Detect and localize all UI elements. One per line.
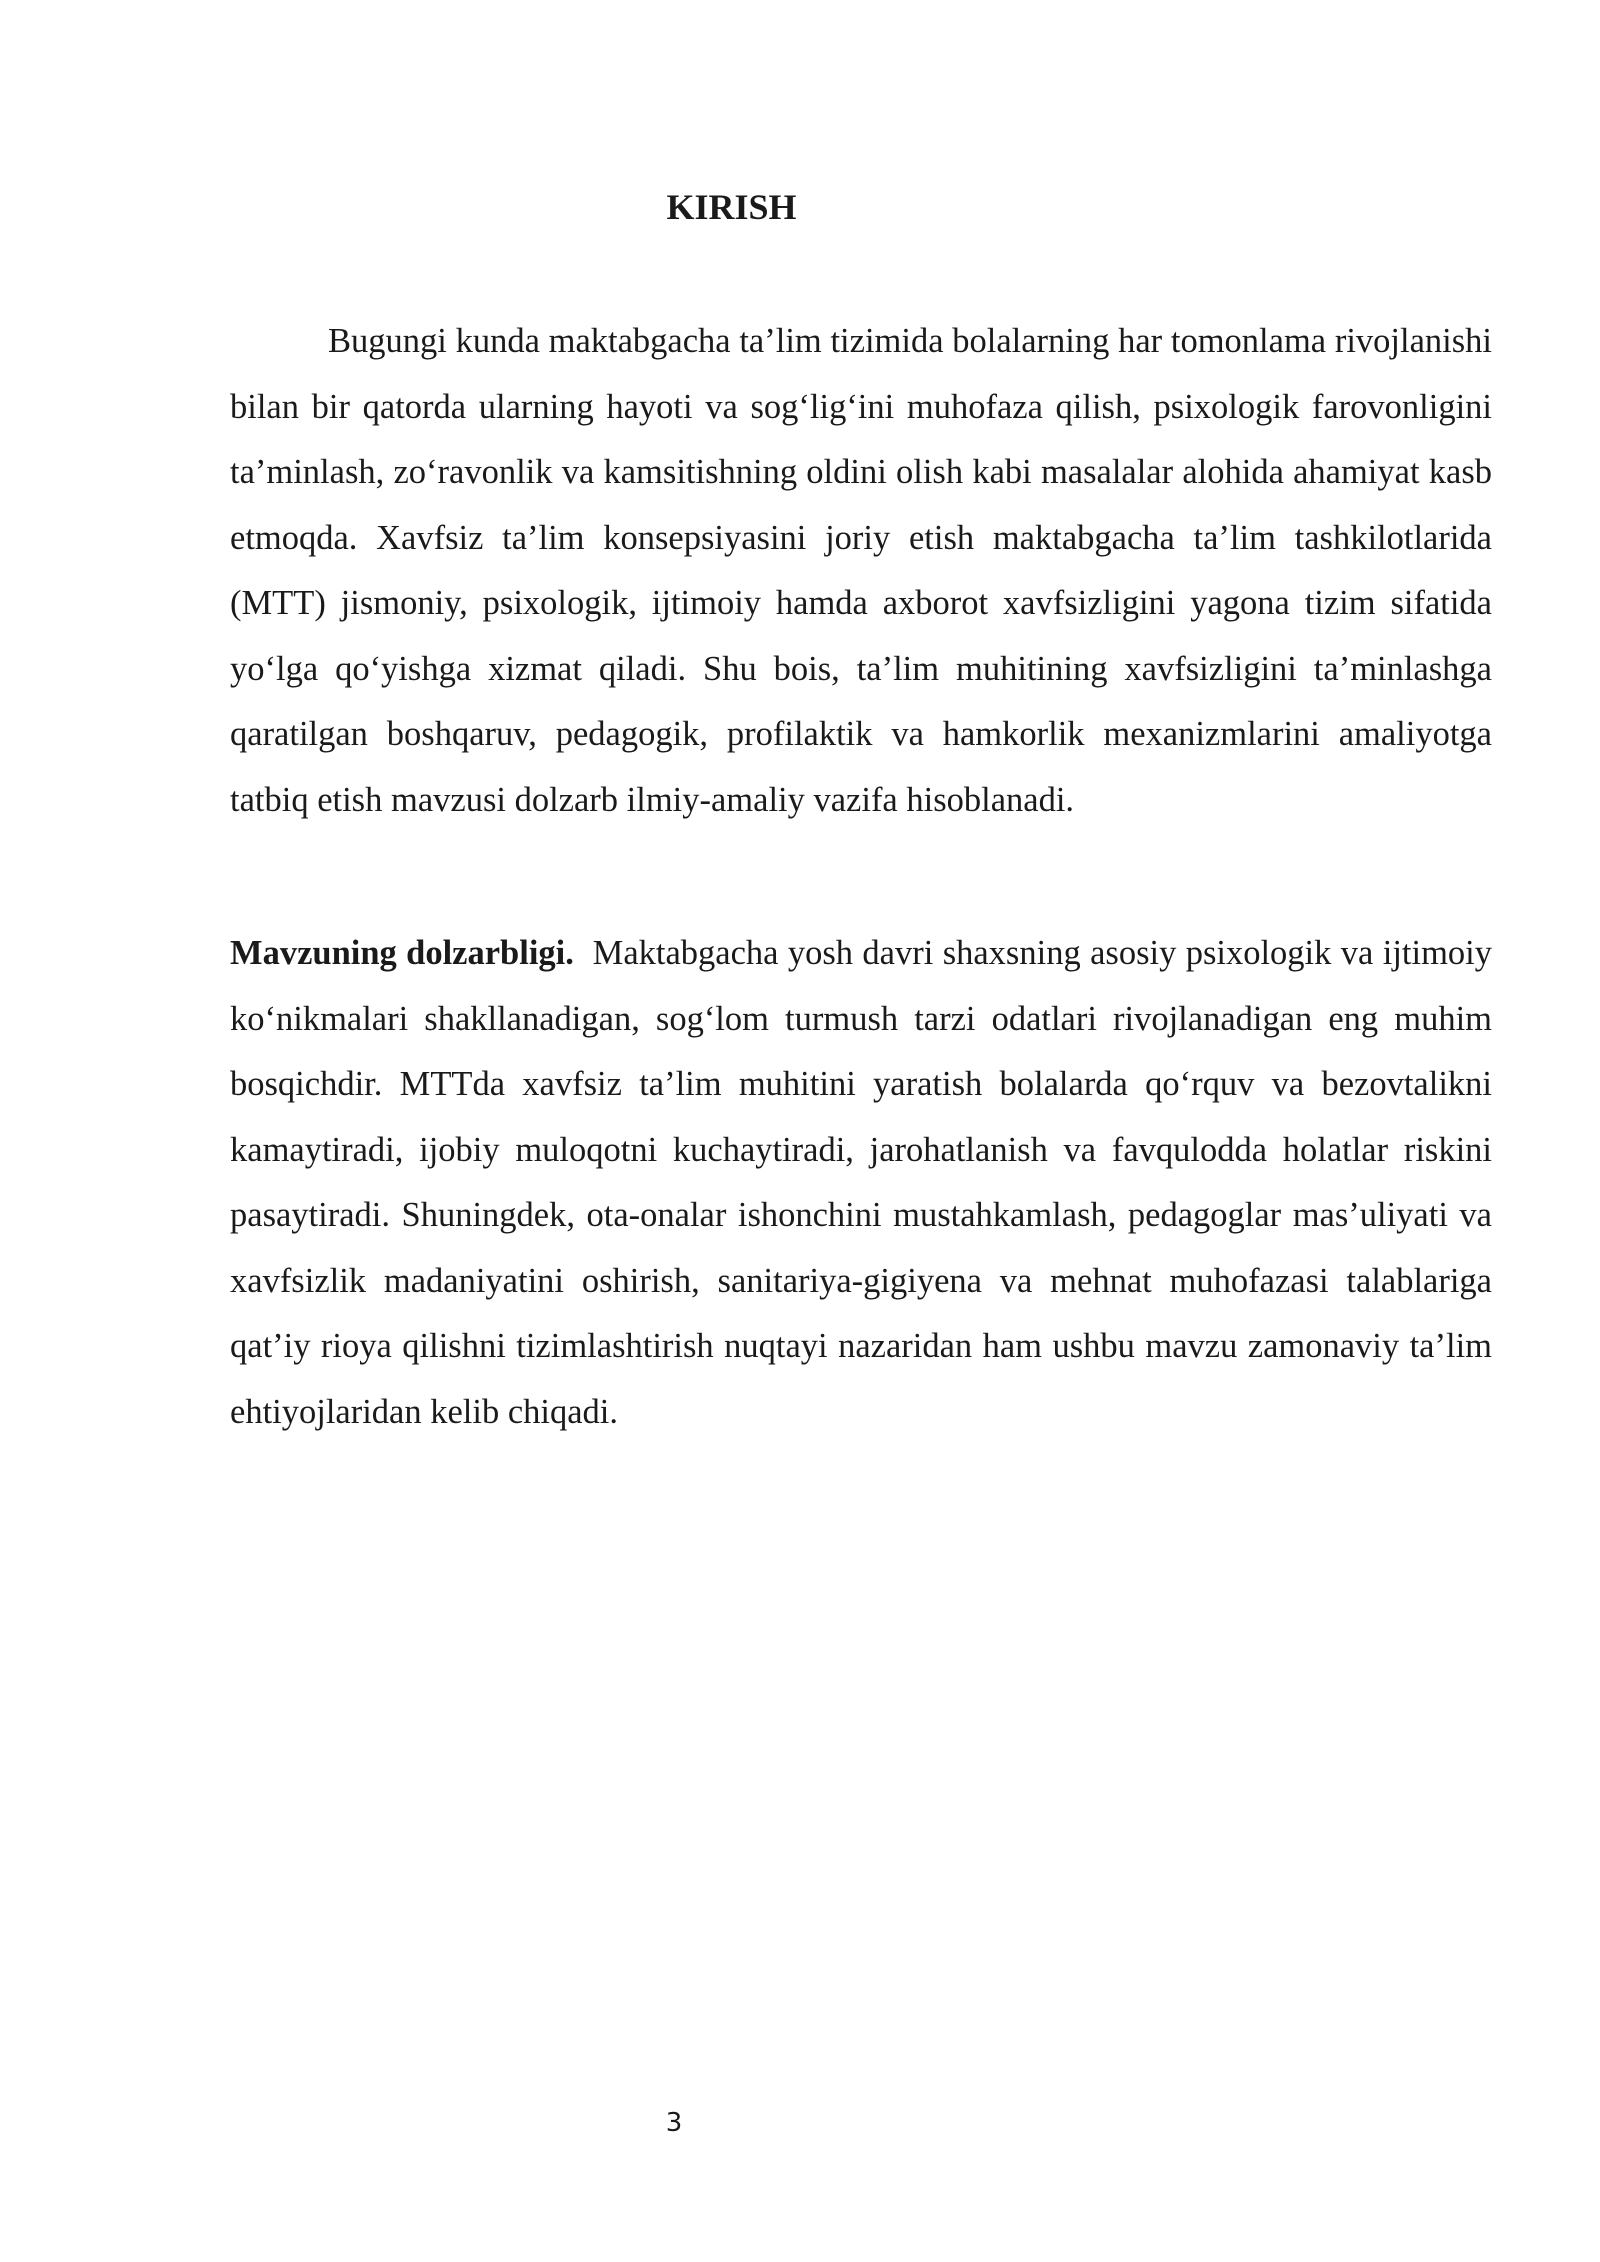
intro-paragraph: Bugungi kunda maktabgacha ta’lim tizimida bolalarning har tomonlama rivojlanishi bilan bir qatorda ularning hayoti va sog‘lig‘ini muhofaza qilish, psixologik farovonligini ta’minlash, zo‘ravonlik va kamsitishning oldini olish kabi masalalar alohida ahamiyat kasb etmoqda. Xavfsiz ta’lim konsepsiyasini joriy etish maktabgacha ta’lim tashkilotlarida (MTT) jismoniy, psixologik, ijtimoiy hamda axborot xavfsizligini yagona tizim sifatida yo‘lga qo‘yishga xizmat qiladi. Shu bois, ta’lim muhitining xavfsizligini ta’minlashga qaratilgan boshqaruv, pedagogik, profilaktik va hamkorlik mexanizmlarini amaliyotga tatbiq etish mavzusi dolzarb ilmiy-amaliy vazifa hisoblanadi. (230, 322, 1492, 819)
relevance-paragraph (230, 921, 1492, 1445)
relevance-lead: Mavzuning dolzarbligi. (230, 934, 574, 972)
page-number: 3 (665, 2108, 683, 2138)
relevance-text: Maktabgacha yosh davri shaxsning asosiy psixologik va ijtimoiy ko‘nikmalari shakllanadigan, sog‘lom turmush tarzi odatlari rivojlanadigan eng muhim bosqichdir. MTTda xavfsiz ta’lim muhitini yaratish bolalarda qo‘rquv va bezovtalikni kamaytiradi, ijobiy muloqotni kuchaytiradi, jarohatlanish va favqulodda holatlar riskini pasaytiradi. Shuningdek, ota-onalar ishonchini mustahkamlash, pedagoglar mas’uliyati va xavfsizlik madaniyatini oshirish, sanitariya-gigiyena va mehnat muhofazasi talablariga qat’iy rioya qilishni tizimlashtirish nuqtayi nazaridan ham ushbu mavzu zamonaviy ta’lim ehtiyojlaridan kelib chiqadi. (230, 934, 1492, 1431)
section-heading: KIRISH (666, 187, 797, 227)
